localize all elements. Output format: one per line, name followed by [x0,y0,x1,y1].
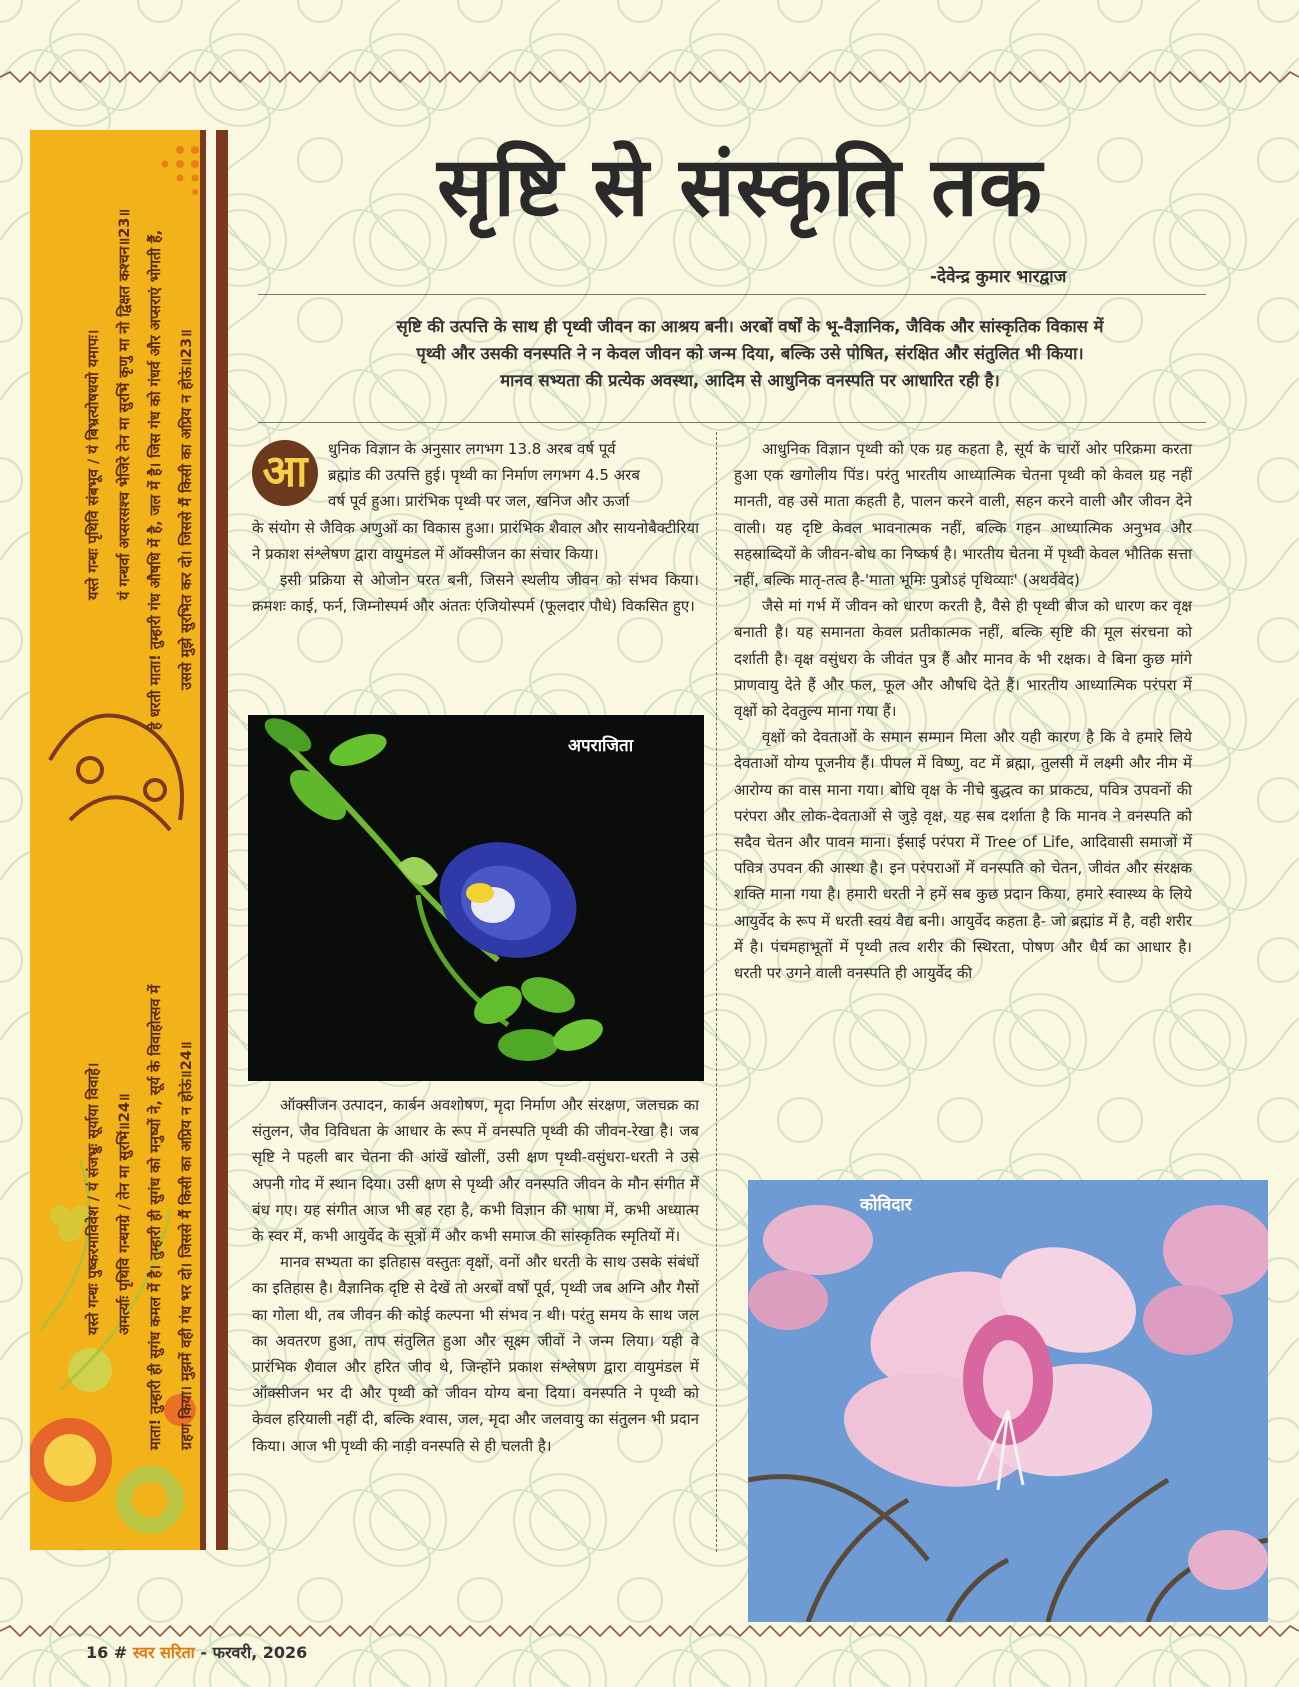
aparajita-label: अपराजिता [568,736,634,756]
sidebar-verse-1: यस्ते गन्धः पृथिवि संबभूव / यं बिभ्रत्योषधयो यमापः। [86,329,102,600]
title-rule [258,294,1206,295]
aparajita-photo [248,715,704,1081]
right-column [734,436,1192,986]
left-paragraph-3: ऑक्सीजन उत्पादन, कार्बन अवशोषण, मृदा निर्माण और संरक्षण, जलचक्र का संतुलन, जैव विविधता के आधार के रूप में वनस्पति पृथ्वी की जीवन-रेखा है। जब सृष्टि ने पहली बार चेतना की आंखें खोलीं, उसी क्षण पृथ्वी-वसुंधरा-धरती ने उसे अपनी गोद में स्थान दिया। उसी क्षण से पृथ्वी और वनस्पति जीवन के मौन संगीत में बंध गए। यह संगीत आज भी बह रहा है, कभी विज्ञान की भाषा में, कभी अध्यात्म के स्वर में, कभी आयुर्वेद के सूत्रों में और कभी समाज की सांस्कृतिक स्मृतियों में। [252,1096,699,1246]
sidebar-verse-6: अमर्त्याः पृथिवि गन्धमग्रे / तेन मा सुरभिं॥24॥ [117,1093,133,1335]
sidebar-panel [30,130,225,1550]
left-column-top [252,436,699,619]
first-line-3: वर्ष पूर्व हुआ। प्रारंभिक पृथ्वी पर जल, खनिज और ऊर्जा [328,492,630,511]
magazine-name: स्वर सरिता [132,1643,195,1662]
top-zigzag-border [0,70,1299,84]
left-column-bottom [252,1092,699,1459]
butterfly-pea-flower-icon [248,715,704,1081]
intro-line-1: सृष्टि की उत्पत्ति के साथ ही पृथ्वी जीवन का आश्रय बनी। अरबों वर्षों के भू-वैज्ञानिक, जैविक और सांस्कृतिक विकास में [396,317,1104,336]
intro-line-2: पृथ्वी और उसकी वनस्पति ने न केवल जीवन को जन्म दिया, बल्कि उसे पोषित, संरक्षित और संतुलित भी किया। [416,344,1084,363]
sidebar-verse-8: ग्रहण किया। मुझमें वही गंध भर दो। जिससे मैं किसी का अप्रिय न होऊं॥24॥ [179,1041,195,1450]
first-paragraph-rest: के संयोग से जैविक अणुओं का विकास हुआ। प्रारंभिक शैवाल और सायनोबैक्टीरिया ने प्रकाश संश्लेषण द्वारा वायुमंडल में ऑक्सीजन का संचार किया। [252,518,699,563]
left-paragraph-2: इसी प्रक्रिया से ओजोन परत बनी, जिसने स्थलीय जीवन को संभव किया। क्रमशः काई, फर्न, जिम्नोस्पर्म और अंततः एंजियोस्पर्म (फूलदार पौधे) विकसित हुए। [252,571,699,616]
kovidar-label: कोविदार [860,1195,912,1215]
left-paragraph-4: मानव सभ्यता का इतिहास वस्तुतः वृक्षों, वनों और धरती के साथ उसके संबंधों का इतिहास है। वैज्ञानिक दृष्टि से देखें तो अरबों वर्षों पूर्व, पृथ्वी जब अग्नि और गैसों का गोला थी, तब जीवन की कोई कल्पना भी संभव न थी। परंतु समय के साथ जल का अवतरण हुआ, ताप संतुलित हुआ और सूक्ष्म जीवों ने जन्म लिया। यही वे प्रारंभिक शैवाल और हरित जीव थे, जिन्होंने प्रकाश संश्लेषण द्वारा वायुमंडल में ऑक्सीजन भर दी और पृथ्वी को जीवन योग्य बना दिया। वनस्पति ने पृथ्वी को केवल हरियाली नहीं दी, बल्कि श्वास, जल, मृदा और जलवायु का संतुलन भी प्रदान किया। आज भी पृथ्वी की नाड़ी वनस्पति से ही चलती है। [252,1253,699,1455]
intro-line-3: मानव सभ्यता की प्रत्येक अवस्था, आदिम से आधुनिक वनस्पति पर आधारित रही है। [500,371,1000,390]
issue-date: - फरवरी, 2026 [200,1643,308,1662]
sidebar-border-inner [206,130,216,1550]
right-paragraph-3: वृक्षों को देवताओं के समान सम्मान मिला और यही कारण है कि वे हमारे लिये देवताओं योग्य पूजनीय हैं। पीपल में विष्णु, वट में ब्रह्मा, तुलसी में लक्ष्मी और नीम में आरोग्य का वास माना गया। बोधि वृक्ष के नीचे बुद्धत्व का प्राकट्य, पवित्र उपवनों की परंपरा और लोक-देवताओं से जुड़े वृक्ष, यह सब दर्शाता है कि मानव ने वनस्पति को सदैव चेतन और पावन माना। ईसाई परंपरा में Tree of Life, आदिवासी समाजों में पवित्र उपवन की आस्था है। इन परंपराओं में वनस्पति को चेतन, जीवंत और संरक्षक शक्ति माना गया है। हमारी धरती ने हमें सब कुछ प्रदान किया, हमारे स्वास्थ्य के लिये आयुर्वेद के रूप में धरती स्वयं वैद्य बनी। आयुर्वेद कहता है- जो ब्रह्मांड में है, वही शरीर में है। पंचमहाभूतों में पृथ्वी तत्व शरीर की स्थिरता, पोषण और धैर्य का आधार है। धरती पर उगने वाली वनस्पति ही आयुर्वेद की [734,728,1192,983]
page-footer [86,1641,307,1663]
intro-paragraph [300,313,1200,394]
right-paragraph-2: जैसे मां गर्भ में जीवन को धारण करती है, वैसे ही पृथ्वी बीज को धारण कर वृक्ष बनाती है। यह समानता केवल प्रतीकात्मक नहीं, बल्कि सृष्टि की मूल संरचना को दर्शाती है। वृक्ष वसुंधरा के जीवंत पुत्र हैं और मानव के भी रक्षक। वे बिना कुछ मांगे प्राणवायु देते हैं और फल, फूल और औषधि देते हैं। भारतीय आध्यात्मिक परंपरा में वृक्षों को देवतुल्य माना गया हैं। [734,597,1192,721]
sidebar-verse-7: माता! तुम्हारी ही सुगंध कमल में है। तुम्हारी ही सुगंध को मनुष्यों ने, सूर्य के विवाहोत्सव में [148,984,164,1450]
bottom-zigzag-border [0,1624,1299,1638]
first-line-2: ब्रह्मांड की उत्पत्ति हुई। पृथ्वी का निर्माण लगभग 4.5 अरब [328,466,640,485]
orchid-tree-flower-icon [748,1180,1268,1622]
author-byline: -देवेन्द्र कुमार भारद्वाज [930,267,1067,287]
first-line-1: धुनिक विज्ञान के अनुसार लगभग 13.8 अरब वर्ष पूर्व [328,440,616,458]
drop-cap: आ [252,440,318,506]
swirl-ornament-icon [50,715,182,830]
sidebar-verse-3: हे धरती माता! तुम्हारी गंध औषधि में है, जल में है। जिस गंध को गंधर्व और अप्सराएं भोगती हैं, [148,229,164,730]
sidebar-verse-2: यं गन्धर्वा अप्सरसश्च भेजिरे तेन मा सुरभिं कृणु मा नो द्विक्षत कश्चन॥23॥ [117,208,133,600]
intro-rule [258,422,1206,423]
sidebar-verse-4: उससे मुझे सुरभित कर दो। जिससे मैं किसी का अप्रिय न होऊं॥23॥ [179,329,195,690]
page-title: सृष्टि से संस्कृति तक [437,140,1043,235]
floral-circles-icon [30,1348,196,1534]
page-number: 16 # [86,1643,128,1662]
kovidar-photo [748,1180,1268,1622]
column-divider [716,432,717,1552]
right-paragraph-1: आधुनिक विज्ञान पृथ्वी को एक ग्रह कहता है, सूर्य के चारों ओर परिक्रमा करता हुआ एक खगोलीय पिंड। परंतु भारतीय आध्यात्मिक चेतना पृथ्वी को केवल ग्रह नहीं मानती, वह उसे माता कहती है, पालन करने वाली, सहन करने वाली और जीवन देने वाली। यह दृष्टि केवल भावनात्मक नहीं, बल्कि गहन आध्यात्मिक अनुभव और सहस्राब्दियों के जीवन-बोध का निष्कर्ष है। भारतीय चेतना में पृथ्वी केवल भौतिक सत्ता नहीं, बल्कि मातृ-तत्व है-'माता भूमिः पुत्रोऽहं पृथिव्याः' (अथर्ववेद) [734,440,1192,590]
sidebar-verse-5: यस्ते गन्धः पुष्करमाविवेश / यं संजभ्रुः सूर्याया विवाहे। [86,1062,102,1335]
